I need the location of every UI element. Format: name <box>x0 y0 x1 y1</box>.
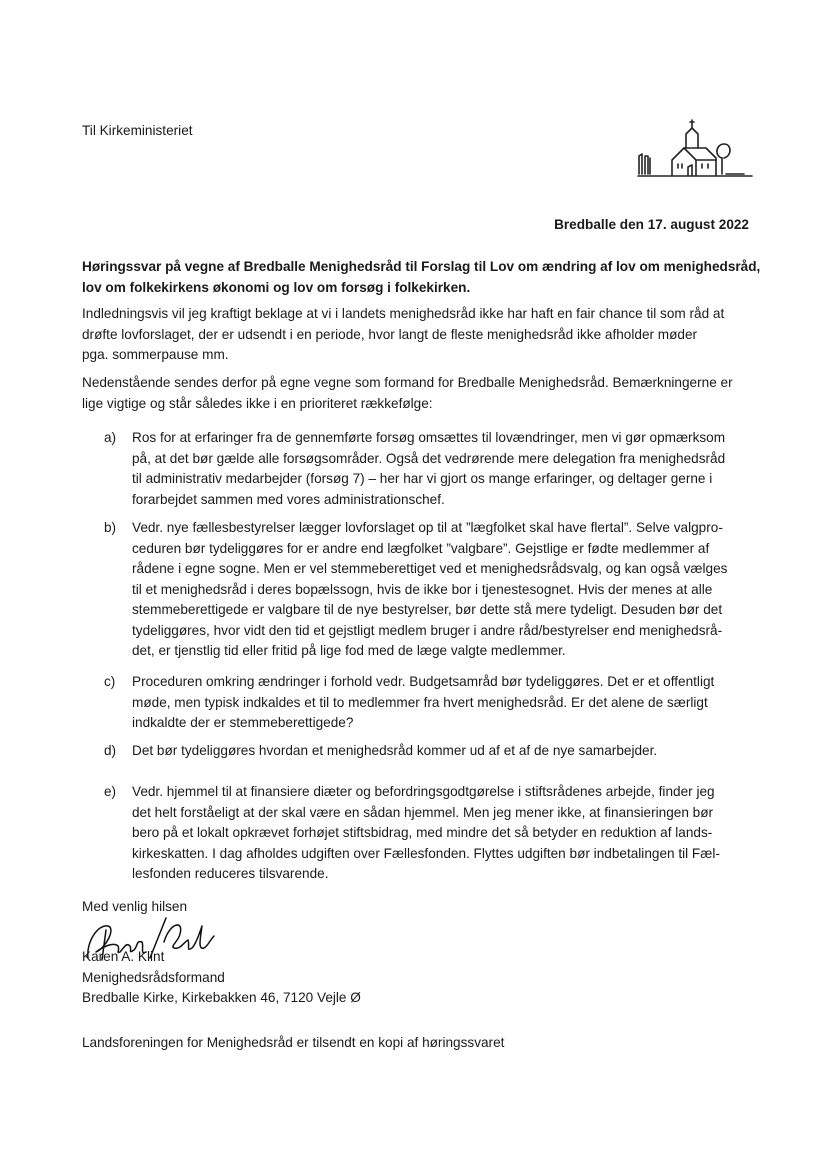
subject-line: lov om folkekirkens økonomi og lov om forsøg i folkekirken. <box>82 279 471 295</box>
list-item-label: e) <box>104 784 117 799</box>
list-item-label: d) <box>104 743 117 758</box>
item-line: til administrativ medarbejder (forsøg 7) – her har vi gjort os mange erfaringer, og deltager gerne i <box>132 471 713 486</box>
list-item-label: c) <box>104 674 116 689</box>
paragraph-line: pga. sommerpause mm. <box>82 347 229 362</box>
list-item-text <box>132 782 720 885</box>
paragraph-line: Indledningsvis vil jeg kraftigt beklage at vi i landets menighedsråd ikke har haft en fair chance til som råd at <box>82 306 725 321</box>
item-line: kirkeskatten. I dag afholdes udgiften over Fællesfonden. Flyttes udgiften bør indbetalingen til Fæl- <box>132 845 720 861</box>
church-logo-icon <box>636 118 754 182</box>
item-line: rådene i egne sogne. Men er vel stemmeberettiget ved et menighedsrådsvalg, og kan også vælges <box>132 561 728 576</box>
paragraph-line: drøfte lovforslaget, der er udsendt i en periode, hvor langt de fleste menighedsråd ikke afholder møder <box>82 326 698 342</box>
signer-block <box>82 947 361 1009</box>
signer-title: Menighedsrådsformand <box>82 969 225 985</box>
recipient: Til Kirkeministeriet <box>82 123 193 138</box>
item-line: Det bør tydeliggøres hvordan et menighedsråd kommer ud af et af de nye samarbejder. <box>132 743 658 758</box>
item-line: møde, men typisk indkaldes et til to medlemmer fra hvert menighedsråd. Er det alene de særligt <box>132 694 708 710</box>
item-line: Vedr. nye fællesbestyrelser lægger lovforslaget op til at ”lægfolket skal have flertal”. Selve valgpro- <box>132 520 723 535</box>
list-item-label: b) <box>104 520 117 535</box>
paragraph-line: Nedenstående sendes derfor på egne vegne som formand for Bredballe Menighedsråd. Bemærkningerne er <box>82 375 733 390</box>
subject-heading <box>82 257 760 298</box>
item-line: Proceduren omkring ændringer i forhold vedr. Budgetsamråd bør tydeliggøres. Det er et offentligt <box>132 674 715 689</box>
intro-paragraph <box>82 304 724 366</box>
item-line: det, er tjenstlig tid eller fritid på lige fod med de læge valgte medlemmer. <box>132 643 566 658</box>
signer-address: Bredballe Kirke, Kirkebakken 46, 7120 Vejle Ø <box>82 990 361 1005</box>
signer-name: Karen A. Klint <box>82 949 165 964</box>
list-item-text <box>132 428 725 510</box>
list-item-text <box>132 672 714 734</box>
item-line: indkaldte der er stemmeberettigede? <box>132 715 354 730</box>
item-line: bero på et lokalt opkrævet forhøjet stiftsbidrag, med mindre det så betyder en reduktion af lands- <box>132 825 713 840</box>
item-line: Ros for at erfaringer fra de gennemførte forsøg omsættes til lovændringer, men vi gør opmærksom <box>132 430 726 445</box>
list-item-text <box>132 741 657 762</box>
item-line: Vedr. hjemmel til at finansiere diæter og befordringsgodtgørelse i stiftsrådenes arbejde, finder jeg <box>132 784 715 799</box>
item-line: forarbejdet sammen med vores administrationschef. <box>132 491 445 507</box>
subject-line: Høringssvar på vegne af Bredballe Menighedsråd til Forslag til Lov om ændring af lov om menighedsråd, <box>82 259 761 274</box>
item-line: tydeliggøres, hvor vidt den tid et gejstligt medlem bruger i andre råd/bestyrelser end menighedsrå- <box>132 622 723 638</box>
list-item-label: a) <box>104 430 117 445</box>
item-line: lesfonden reduceres tilsvarende. <box>132 866 329 881</box>
footer-note: Landsforeningen for Menighedsråd er tilsendt en kopi af høringssvaret <box>82 1035 505 1050</box>
item-line: til et menighedsråd i deres bopælssogn, hvis de ikke bor i tjenestesognet. Hvis der menes at alle <box>132 581 713 597</box>
closing-salutation: Med venlig hilsen <box>82 899 188 914</box>
item-line: på, at det bør gælde alle forsøgsområder. Også det vedrørende mere delegation fra menighedsråd <box>132 450 726 466</box>
item-line: ceduren bør tydeliggøres for er andre end lægfolket ”valgbare”. Gejstlige er fødte medlemmer af <box>132 540 710 556</box>
paragraph-line: lige vigtige og står således ikke i en prioriteret rækkefølge: <box>82 395 433 411</box>
date-line: Bredballe den 17. august 2022 <box>554 217 749 232</box>
item-line: det helt forståeligt at der skal være en sådan hjemmel. Men jeg mener ikke, at finansieringen bør <box>132 804 714 820</box>
lead-paragraph <box>82 373 733 414</box>
list-item-text <box>132 518 727 662</box>
item-line: stemmeberettigede er valgbare til de nye bestyrelser, bør dette stå mere tydeligt. Desuden bør det <box>132 602 723 617</box>
